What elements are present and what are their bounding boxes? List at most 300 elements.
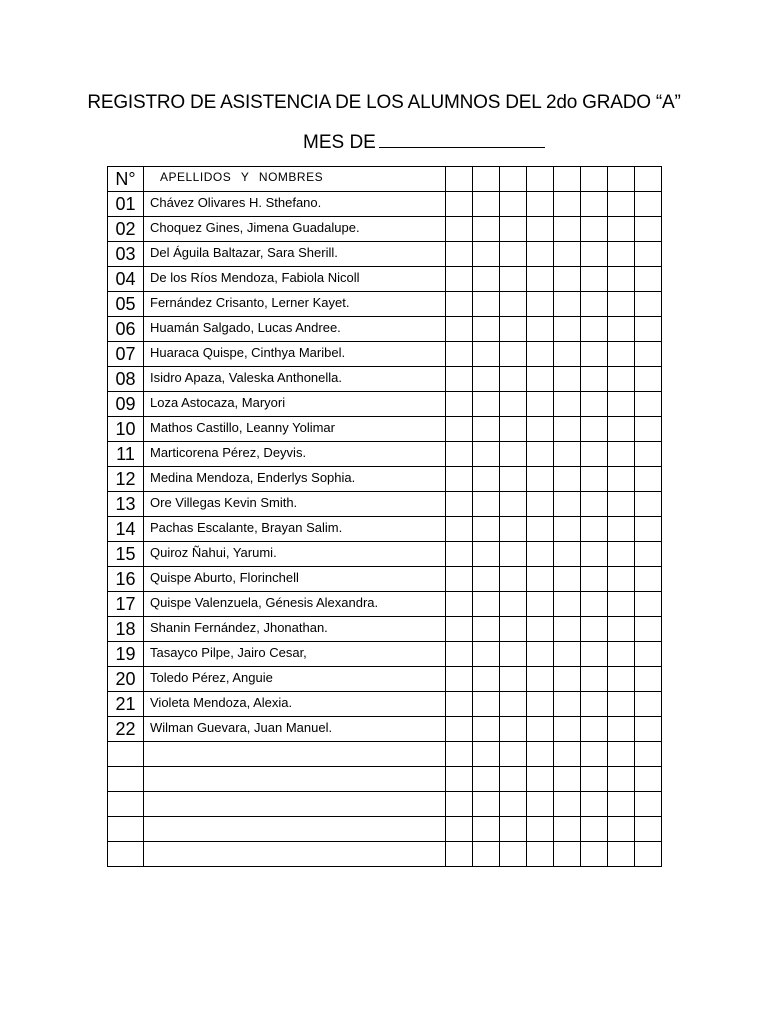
- month-blank: [379, 130, 545, 148]
- attendance-cell[interactable]: [581, 292, 608, 317]
- attendance-cell[interactable]: [527, 392, 554, 417]
- table-row: [108, 242, 662, 267]
- attendance-cell[interactable]: [527, 567, 554, 592]
- table-row: [108, 792, 662, 817]
- attendance-cell[interactable]: [473, 467, 500, 492]
- attendance-cell[interactable]: [635, 567, 662, 592]
- row-number: 15: [108, 542, 144, 567]
- attendance-cell[interactable]: [527, 317, 554, 342]
- attendance-cell[interactable]: [635, 292, 662, 317]
- attendance-cell[interactable]: [608, 767, 635, 792]
- row-number: 08: [108, 367, 144, 392]
- attendance-cell[interactable]: [527, 817, 554, 842]
- attendance-cell[interactable]: [581, 642, 608, 667]
- attendance-cell[interactable]: [473, 392, 500, 417]
- attendance-cell[interactable]: [527, 742, 554, 767]
- attendance-cell[interactable]: [581, 817, 608, 842]
- attendance-cell[interactable]: [554, 842, 581, 867]
- attendance-cell[interactable]: [581, 517, 608, 542]
- table-row: [108, 442, 662, 467]
- table-body: [108, 192, 662, 867]
- attendance-cell[interactable]: [473, 717, 500, 742]
- attendance-cell[interactable]: [527, 667, 554, 692]
- attendance-cell[interactable]: [554, 792, 581, 817]
- attendance-cell[interactable]: [500, 292, 527, 317]
- attendance-cell[interactable]: [635, 592, 662, 617]
- attendance-cell[interactable]: [608, 267, 635, 292]
- student-name: Ore Villegas Kevin Smith.: [144, 492, 446, 517]
- attendance-cell[interactable]: [608, 292, 635, 317]
- attendance-cell[interactable]: [500, 617, 527, 642]
- table-row: [108, 267, 662, 292]
- attendance-cell[interactable]: [581, 317, 608, 342]
- attendance-cell[interactable]: [473, 567, 500, 592]
- attendance-cell[interactable]: [527, 292, 554, 317]
- attendance-cell[interactable]: [554, 542, 581, 567]
- attendance-cell[interactable]: [608, 667, 635, 692]
- attendance-cell[interactable]: [527, 542, 554, 567]
- attendance-cell[interactable]: [446, 242, 473, 267]
- attendance-cell[interactable]: [581, 217, 608, 242]
- student-name: [144, 792, 446, 817]
- attendance-cell[interactable]: [446, 267, 473, 292]
- attendance-cell[interactable]: [554, 517, 581, 542]
- attendance-cell[interactable]: [473, 642, 500, 667]
- attendance-cell[interactable]: [446, 542, 473, 567]
- attendance-cell[interactable]: [527, 517, 554, 542]
- day-cell[interactable]: [527, 167, 554, 192]
- attendance-cell[interactable]: [608, 417, 635, 442]
- attendance-cell[interactable]: [446, 742, 473, 767]
- attendance-cell[interactable]: [581, 467, 608, 492]
- attendance-cell[interactable]: [608, 467, 635, 492]
- student-name: Violeta Mendoza, Alexia.: [144, 692, 446, 717]
- attendance-cell[interactable]: [581, 717, 608, 742]
- attendance-cell[interactable]: [473, 542, 500, 567]
- table-row: [108, 567, 662, 592]
- attendance-cell[interactable]: [608, 342, 635, 367]
- row-number: 07: [108, 342, 144, 367]
- attendance-cell[interactable]: [635, 192, 662, 217]
- table-row: [108, 717, 662, 742]
- attendance-cell[interactable]: [527, 767, 554, 792]
- attendance-cell[interactable]: [608, 242, 635, 267]
- attendance-cell[interactable]: [608, 642, 635, 667]
- table-row: [108, 617, 662, 642]
- attendance-cell[interactable]: [635, 542, 662, 567]
- student-name: Quispe Aburto, Florinchell: [144, 567, 446, 592]
- attendance-cell[interactable]: [608, 842, 635, 867]
- attendance-cell[interactable]: [500, 692, 527, 717]
- attendance-cell[interactable]: [446, 192, 473, 217]
- attendance-cell[interactable]: [446, 517, 473, 542]
- attendance-cell[interactable]: [527, 367, 554, 392]
- table-row: [108, 592, 662, 617]
- attendance-cell[interactable]: [608, 542, 635, 567]
- attendance-cell[interactable]: [635, 842, 662, 867]
- attendance-cell[interactable]: [581, 267, 608, 292]
- row-number: 09: [108, 392, 144, 417]
- day-cell[interactable]: [635, 167, 662, 192]
- student-name: Wilman Guevara, Juan Manuel.: [144, 717, 446, 742]
- attendance-cell[interactable]: [500, 842, 527, 867]
- attendance-cell[interactable]: [554, 292, 581, 317]
- attendance-cell[interactable]: [554, 642, 581, 667]
- row-number: 04: [108, 267, 144, 292]
- table-row: [108, 467, 662, 492]
- row-number: [108, 767, 144, 792]
- attendance-cell[interactable]: [500, 267, 527, 292]
- row-number: 03: [108, 242, 144, 267]
- attendance-cell[interactable]: [527, 417, 554, 442]
- attendance-cell[interactable]: [500, 442, 527, 467]
- attendance-cell[interactable]: [581, 592, 608, 617]
- attendance-cell[interactable]: [473, 492, 500, 517]
- attendance-cell[interactable]: [446, 442, 473, 467]
- attendance-cell[interactable]: [473, 692, 500, 717]
- attendance-cell[interactable]: [473, 517, 500, 542]
- row-number: 20: [108, 667, 144, 692]
- attendance-cell[interactable]: [473, 192, 500, 217]
- attendance-cell[interactable]: [527, 717, 554, 742]
- attendance-cell[interactable]: [635, 617, 662, 642]
- attendance-cell[interactable]: [500, 592, 527, 617]
- attendance-cell[interactable]: [473, 667, 500, 692]
- attendance-cell[interactable]: [554, 342, 581, 367]
- attendance-cell[interactable]: [608, 617, 635, 642]
- attendance-cell[interactable]: [635, 742, 662, 767]
- attendance-cell[interactable]: [635, 692, 662, 717]
- attendance-cell[interactable]: [554, 692, 581, 717]
- row-number: 17: [108, 592, 144, 617]
- attendance-cell[interactable]: [608, 317, 635, 342]
- attendance-cell[interactable]: [500, 567, 527, 592]
- attendance-cell[interactable]: [500, 817, 527, 842]
- attendance-cell[interactable]: [500, 192, 527, 217]
- table-row: [108, 342, 662, 367]
- table-row: [108, 517, 662, 542]
- table-row: [108, 292, 662, 317]
- attendance-cell[interactable]: [473, 317, 500, 342]
- attendance-cell[interactable]: [554, 467, 581, 492]
- attendance-cell[interactable]: [446, 492, 473, 517]
- attendance-cell[interactable]: [554, 442, 581, 467]
- attendance-cell[interactable]: [446, 417, 473, 442]
- attendance-cell[interactable]: [473, 767, 500, 792]
- attendance-cell[interactable]: [500, 642, 527, 667]
- attendance-cell[interactable]: [554, 192, 581, 217]
- row-number: [108, 842, 144, 867]
- attendance-cell[interactable]: [608, 217, 635, 242]
- attendance-cell[interactable]: [446, 617, 473, 642]
- attendance-cell[interactable]: [446, 767, 473, 792]
- student-name: Isidro Apaza, Valeska Anthonella.: [144, 367, 446, 392]
- attendance-cell[interactable]: [581, 242, 608, 267]
- attendance-cell[interactable]: [554, 392, 581, 417]
- attendance-cell[interactable]: [554, 767, 581, 792]
- attendance-cell[interactable]: [527, 242, 554, 267]
- attendance-cell[interactable]: [500, 342, 527, 367]
- student-name: Fernández Crisanto, Lerner Kayet.: [144, 292, 446, 317]
- attendance-cell[interactable]: [500, 317, 527, 342]
- table-row: [108, 392, 662, 417]
- attendance-cell[interactable]: [527, 217, 554, 242]
- table-row: [108, 367, 662, 392]
- attendance-cell[interactable]: [446, 692, 473, 717]
- attendance-cell[interactable]: [446, 717, 473, 742]
- attendance-cell[interactable]: [554, 492, 581, 517]
- table-row: [108, 742, 662, 767]
- attendance-cell[interactable]: [554, 567, 581, 592]
- document-title: REGISTRO DE ASISTENCIA DE LOS ALUMNOS DEL 2do GRADO “A”: [87, 92, 681, 113]
- day-cell[interactable]: [608, 167, 635, 192]
- attendance-cell[interactable]: [554, 217, 581, 242]
- attendance-cell[interactable]: [473, 292, 500, 317]
- student-name: Huamán Salgado, Lucas Andree.: [144, 317, 446, 342]
- attendance-cell[interactable]: [446, 367, 473, 392]
- attendance-cell[interactable]: [473, 342, 500, 367]
- table-header-row: [108, 167, 662, 192]
- attendance-cell[interactable]: [527, 267, 554, 292]
- attendance-cell[interactable]: [581, 442, 608, 467]
- student-name: Tasayco Pilpe, Jairo Cesar,: [144, 642, 446, 667]
- table-row: [108, 767, 662, 792]
- attendance-cell[interactable]: [446, 817, 473, 842]
- attendance-cell[interactable]: [473, 217, 500, 242]
- day-cell[interactable]: [581, 167, 608, 192]
- attendance-cell[interactable]: [554, 617, 581, 642]
- student-name: Shanin Fernández, Jhonathan.: [144, 617, 446, 642]
- attendance-cell[interactable]: [608, 442, 635, 467]
- day-cell[interactable]: [500, 167, 527, 192]
- attendance-cell[interactable]: [554, 742, 581, 767]
- row-number: 10: [108, 417, 144, 442]
- attendance-cell[interactable]: [527, 792, 554, 817]
- attendance-cell[interactable]: [473, 842, 500, 867]
- attendance-cell[interactable]: [635, 717, 662, 742]
- attendance-cell[interactable]: [635, 367, 662, 392]
- attendance-cell[interactable]: [473, 242, 500, 267]
- attendance-cell[interactable]: [554, 817, 581, 842]
- attendance-cell[interactable]: [635, 442, 662, 467]
- attendance-cell[interactable]: [500, 792, 527, 817]
- attendance-cell[interactable]: [500, 417, 527, 442]
- attendance-cell[interactable]: [581, 342, 608, 367]
- attendance-cell[interactable]: [554, 242, 581, 267]
- month-label: MES DE: [303, 132, 376, 153]
- student-name: Choquez Gines, Jimena Guadalupe.: [144, 217, 446, 242]
- attendance-cell[interactable]: [608, 492, 635, 517]
- attendance-cell[interactable]: [635, 642, 662, 667]
- attendance-cell[interactable]: [635, 492, 662, 517]
- attendance-cell[interactable]: [527, 467, 554, 492]
- student-name: Toledo Pérez, Anguie: [144, 667, 446, 692]
- row-number: 13: [108, 492, 144, 517]
- attendance-cell[interactable]: [608, 717, 635, 742]
- table-row: [108, 817, 662, 842]
- student-name: Mathos Castillo, Leanny Yolimar: [144, 417, 446, 442]
- attendance-cell[interactable]: [581, 792, 608, 817]
- attendance-cell[interactable]: [581, 492, 608, 517]
- attendance-cell[interactable]: [554, 717, 581, 742]
- attendance-cell[interactable]: [554, 317, 581, 342]
- day-cell[interactable]: [446, 167, 473, 192]
- table-row: [108, 492, 662, 517]
- row-number: 21: [108, 692, 144, 717]
- attendance-cell[interactable]: [446, 467, 473, 492]
- attendance-cell[interactable]: [635, 517, 662, 542]
- attendance-cell[interactable]: [500, 717, 527, 742]
- attendance-cell[interactable]: [446, 842, 473, 867]
- attendance-cell[interactable]: [608, 792, 635, 817]
- row-number: 11: [108, 442, 144, 467]
- attendance-cell[interactable]: [500, 242, 527, 267]
- row-number: [108, 742, 144, 767]
- day-cell[interactable]: [473, 167, 500, 192]
- attendance-cell[interactable]: [500, 367, 527, 392]
- month-line: [303, 130, 545, 154]
- student-name: [144, 842, 446, 867]
- attendance-cell[interactable]: [635, 317, 662, 342]
- student-name: De los Ríos Mendoza, Fabiola Nicoll: [144, 267, 446, 292]
- attendance-cell[interactable]: [527, 692, 554, 717]
- table-row: [108, 417, 662, 442]
- student-name: Quispe Valenzuela, Génesis Alexandra.: [144, 592, 446, 617]
- row-number: 05: [108, 292, 144, 317]
- attendance-cell[interactable]: [446, 217, 473, 242]
- attendance-cell[interactable]: [608, 592, 635, 617]
- attendance-cell[interactable]: [635, 242, 662, 267]
- attendance-cell[interactable]: [608, 567, 635, 592]
- attendance-cell[interactable]: [608, 692, 635, 717]
- student-name: [144, 742, 446, 767]
- student-name: [144, 767, 446, 792]
- student-name: Del Águila Baltazar, Sara Sherill.: [144, 242, 446, 267]
- attendance-cell[interactable]: [446, 592, 473, 617]
- student-name: Loza Astocaza, Maryori: [144, 392, 446, 417]
- header-number: N°: [108, 167, 144, 192]
- attendance-cell[interactable]: [527, 642, 554, 667]
- attendance-cell[interactable]: [635, 817, 662, 842]
- attendance-cell[interactable]: [635, 767, 662, 792]
- attendance-cell[interactable]: [527, 842, 554, 867]
- row-number: [108, 792, 144, 817]
- attendance-cell[interactable]: [473, 442, 500, 467]
- attendance-cell[interactable]: [500, 742, 527, 767]
- attendance-cell[interactable]: [581, 367, 608, 392]
- attendance-cell[interactable]: [581, 767, 608, 792]
- attendance-cell[interactable]: [527, 492, 554, 517]
- attendance-cell[interactable]: [581, 542, 608, 567]
- attendance-cell[interactable]: [500, 667, 527, 692]
- attendance-cell[interactable]: [554, 267, 581, 292]
- attendance-cell[interactable]: [473, 817, 500, 842]
- attendance-cell[interactable]: [581, 417, 608, 442]
- attendance-cell[interactable]: [500, 542, 527, 567]
- attendance-cell[interactable]: [500, 217, 527, 242]
- attendance-cell[interactable]: [581, 567, 608, 592]
- attendance-cell[interactable]: [473, 367, 500, 392]
- attendance-cell[interactable]: [500, 467, 527, 492]
- row-number: 18: [108, 617, 144, 642]
- attendance-cell[interactable]: [527, 592, 554, 617]
- attendance-cell[interactable]: [608, 517, 635, 542]
- attendance-cell[interactable]: [581, 617, 608, 642]
- table-row: [108, 192, 662, 217]
- student-name: Huaraca Quispe, Cinthya Maribel.: [144, 342, 446, 367]
- attendance-cell[interactable]: [446, 342, 473, 367]
- attendance-cell[interactable]: [446, 392, 473, 417]
- attendance-cell[interactable]: [500, 492, 527, 517]
- attendance-cell[interactable]: [473, 592, 500, 617]
- attendance-cell[interactable]: [581, 742, 608, 767]
- header-name: APELLIDOS Y NOMBRES: [144, 167, 446, 192]
- attendance-cell[interactable]: [527, 192, 554, 217]
- attendance-cell[interactable]: [527, 342, 554, 367]
- attendance-cell[interactable]: [527, 617, 554, 642]
- attendance-cell[interactable]: [473, 417, 500, 442]
- attendance-cell[interactable]: [581, 692, 608, 717]
- table-row: [108, 642, 662, 667]
- attendance-cell[interactable]: [608, 817, 635, 842]
- attendance-cell[interactable]: [635, 392, 662, 417]
- day-cell[interactable]: [554, 167, 581, 192]
- attendance-cell[interactable]: [635, 267, 662, 292]
- attendance-cell[interactable]: [446, 667, 473, 692]
- attendance-cell[interactable]: [608, 392, 635, 417]
- attendance-cell[interactable]: [500, 767, 527, 792]
- attendance-cell[interactable]: [635, 417, 662, 442]
- attendance-cell[interactable]: [473, 792, 500, 817]
- attendance-cell[interactable]: [635, 217, 662, 242]
- attendance-cell[interactable]: [473, 617, 500, 642]
- table-row: [108, 542, 662, 567]
- attendance-cell[interactable]: [581, 667, 608, 692]
- attendance-cell[interactable]: [446, 567, 473, 592]
- attendance-cell[interactable]: [581, 842, 608, 867]
- student-name: Chávez Olivares H. Sthefano.: [144, 192, 446, 217]
- attendance-cell[interactable]: [581, 192, 608, 217]
- attendance-table: [107, 166, 662, 867]
- attendance-cell[interactable]: [446, 317, 473, 342]
- attendance-cell[interactable]: [608, 192, 635, 217]
- attendance-cell[interactable]: [554, 667, 581, 692]
- attendance-cell[interactable]: [554, 367, 581, 392]
- row-number: 16: [108, 567, 144, 592]
- row-number: [108, 817, 144, 842]
- row-number: 02: [108, 217, 144, 242]
- attendance-cell[interactable]: [608, 742, 635, 767]
- attendance-cell[interactable]: [608, 367, 635, 392]
- attendance-cell[interactable]: [635, 667, 662, 692]
- attendance-cell[interactable]: [554, 417, 581, 442]
- attendance-cell[interactable]: [635, 792, 662, 817]
- attendance-cell[interactable]: [581, 392, 608, 417]
- attendance-cell[interactable]: [446, 642, 473, 667]
- attendance-cell[interactable]: [473, 742, 500, 767]
- attendance-cell[interactable]: [635, 467, 662, 492]
- attendance-cell[interactable]: [554, 592, 581, 617]
- attendance-cell[interactable]: [473, 267, 500, 292]
- attendance-cell[interactable]: [527, 442, 554, 467]
- attendance-cell[interactable]: [635, 342, 662, 367]
- row-number: 01: [108, 192, 144, 217]
- attendance-cell[interactable]: [446, 292, 473, 317]
- attendance-cell[interactable]: [500, 517, 527, 542]
- attendance-cell[interactable]: [500, 392, 527, 417]
- row-number: 22: [108, 717, 144, 742]
- attendance-cell[interactable]: [446, 792, 473, 817]
